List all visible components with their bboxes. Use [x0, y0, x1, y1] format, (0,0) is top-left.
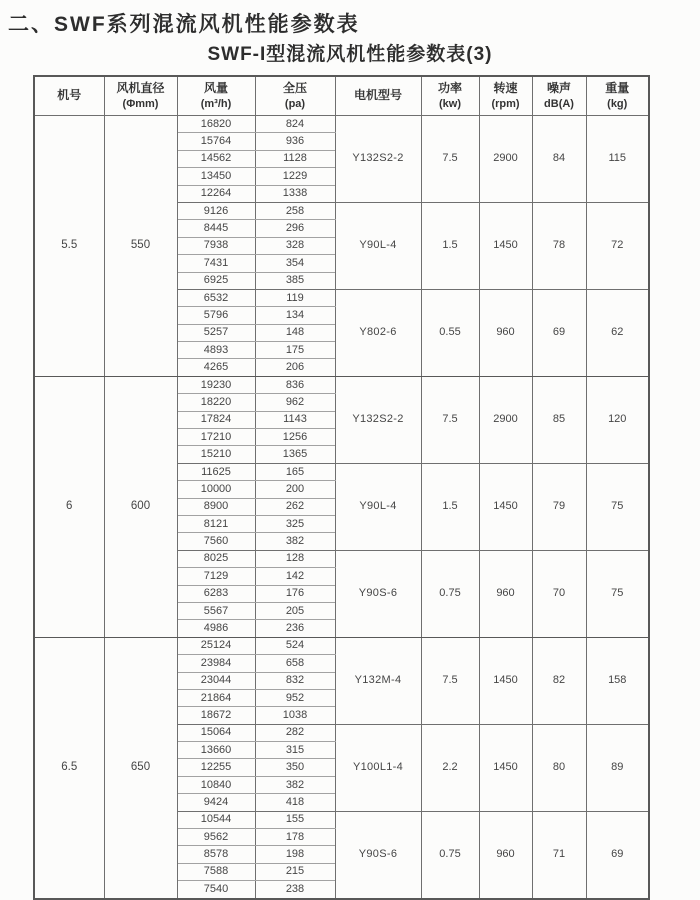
- speed-cell: 2900: [479, 116, 532, 203]
- speed-cell: 1450: [479, 724, 532, 811]
- flow-cell: 7588: [177, 863, 255, 880]
- col-header-diameter: 风机直径 (Φmm): [104, 76, 177, 116]
- speed-cell: 1450: [479, 202, 532, 289]
- noise-cell: 69: [532, 289, 586, 376]
- pressure-cell: 175: [255, 342, 335, 359]
- fan-spec-table: [33, 75, 650, 900]
- noise-cell: 78: [532, 202, 586, 289]
- weight-cell: 120: [586, 376, 649, 463]
- weight-cell: 89: [586, 724, 649, 811]
- pressure-cell: 134: [255, 307, 335, 324]
- pressure-cell: 524: [255, 637, 335, 654]
- col-header-motor-model: 电机型号: [335, 76, 421, 116]
- flow-cell: 17824: [177, 411, 255, 428]
- flow-cell: 5257: [177, 324, 255, 341]
- machine-no-cell: 5.5: [34, 116, 104, 377]
- pressure-cell: 1256: [255, 429, 335, 446]
- flow-cell: 9424: [177, 794, 255, 811]
- header-row: [34, 76, 649, 116]
- motor-model-cell: Y90L-4: [335, 202, 421, 289]
- flow-cell: 8900: [177, 498, 255, 515]
- table-row: [34, 637, 649, 654]
- pressure-cell: 836: [255, 376, 335, 393]
- speed-cell: 960: [479, 811, 532, 898]
- pressure-cell: 178: [255, 829, 335, 846]
- pressure-cell: 282: [255, 724, 335, 741]
- pressure-cell: 198: [255, 846, 335, 863]
- pressure-cell: 1038: [255, 707, 335, 724]
- power-cell: 7.5: [421, 637, 479, 724]
- power-cell: 1.5: [421, 202, 479, 289]
- diameter-cell: 600: [104, 376, 177, 637]
- weight-cell: 69: [586, 811, 649, 898]
- flow-cell: 25124: [177, 637, 255, 654]
- flow-cell: 8445: [177, 220, 255, 237]
- col-header-power: 功率 (kw): [421, 76, 479, 116]
- flow-cell: 7431: [177, 255, 255, 272]
- machine-no-cell: 6: [34, 376, 104, 637]
- flow-cell: 12264: [177, 185, 255, 202]
- pressure-cell: 1338: [255, 185, 335, 202]
- pressure-cell: 206: [255, 359, 335, 376]
- col-header-pressure: 全压 (pa): [255, 76, 335, 116]
- pressure-cell: 142: [255, 568, 335, 585]
- pressure-cell: 1128: [255, 150, 335, 167]
- col-header-weight: 重量 (kg): [586, 76, 649, 116]
- col-header-machine-no: 机号: [34, 76, 104, 116]
- page-title: 二、SWF系列混流风机性能参数表: [8, 13, 360, 36]
- table-body: [34, 116, 649, 899]
- pressure-cell: 148: [255, 324, 335, 341]
- flow-cell: 17210: [177, 429, 255, 446]
- pressure-cell: 418: [255, 794, 335, 811]
- table-header: [34, 76, 649, 116]
- flow-cell: 8025: [177, 550, 255, 567]
- flow-cell: 11625: [177, 463, 255, 480]
- flow-cell: 9562: [177, 829, 255, 846]
- col-header-airflow: 风量 (m³/h): [177, 76, 255, 116]
- flow-cell: 5567: [177, 602, 255, 619]
- flow-cell: 23044: [177, 672, 255, 689]
- speed-cell: 960: [479, 289, 532, 376]
- flow-cell: 13660: [177, 742, 255, 759]
- noise-cell: 70: [532, 550, 586, 637]
- pressure-cell: 200: [255, 481, 335, 498]
- flow-cell: 15064: [177, 724, 255, 741]
- flow-cell: 16820: [177, 116, 255, 133]
- pressure-cell: 1143: [255, 411, 335, 428]
- flow-cell: 15210: [177, 446, 255, 463]
- speed-cell: 1450: [479, 637, 532, 724]
- weight-cell: 75: [586, 550, 649, 637]
- motor-model-cell: Y90L-4: [335, 463, 421, 550]
- power-cell: 1.5: [421, 463, 479, 550]
- pressure-cell: 658: [255, 655, 335, 672]
- flow-cell: 6532: [177, 289, 255, 306]
- flow-cell: 10544: [177, 811, 255, 828]
- motor-model-cell: Y100L1-4: [335, 724, 421, 811]
- flow-cell: 4265: [177, 359, 255, 376]
- pressure-cell: 205: [255, 602, 335, 619]
- flow-cell: 10000: [177, 481, 255, 498]
- table-row: [34, 376, 649, 393]
- weight-cell: 62: [586, 289, 649, 376]
- power-cell: 0.75: [421, 811, 479, 898]
- pressure-cell: 382: [255, 776, 335, 793]
- flow-cell: 6283: [177, 585, 255, 602]
- noise-cell: 79: [532, 463, 586, 550]
- pressure-cell: 962: [255, 394, 335, 411]
- pressure-cell: 119: [255, 289, 335, 306]
- pressure-cell: 325: [255, 515, 335, 532]
- pressure-cell: 936: [255, 133, 335, 150]
- motor-model-cell: Y132S2-2: [335, 116, 421, 203]
- pressure-cell: 1365: [255, 446, 335, 463]
- flow-cell: 18672: [177, 707, 255, 724]
- pressure-cell: 382: [255, 533, 335, 550]
- flow-cell: 23984: [177, 655, 255, 672]
- pressure-cell: 215: [255, 863, 335, 880]
- motor-model-cell: Y802-6: [335, 289, 421, 376]
- machine-no-cell: 6.5: [34, 637, 104, 898]
- noise-cell: 71: [532, 811, 586, 898]
- flow-cell: 18220: [177, 394, 255, 411]
- speed-cell: 1450: [479, 463, 532, 550]
- page-subtitle: SWF-I型混流风机性能参数表(3): [207, 44, 493, 65]
- flow-cell: 9126: [177, 202, 255, 219]
- power-cell: 0.55: [421, 289, 479, 376]
- diameter-cell: 550: [104, 116, 177, 377]
- pressure-cell: 176: [255, 585, 335, 602]
- table-row: [34, 116, 649, 133]
- col-header-noise: 噪声 dB(A): [532, 76, 586, 116]
- pressure-cell: 385: [255, 272, 335, 289]
- weight-cell: 158: [586, 637, 649, 724]
- weight-cell: 72: [586, 202, 649, 289]
- pressure-cell: 238: [255, 881, 335, 899]
- flow-cell: 10840: [177, 776, 255, 793]
- pressure-cell: 328: [255, 237, 335, 254]
- noise-cell: 82: [532, 637, 586, 724]
- pressure-cell: 155: [255, 811, 335, 828]
- power-cell: 2.2: [421, 724, 479, 811]
- col-header-speed: 转速 (rpm): [479, 76, 532, 116]
- noise-cell: 85: [532, 376, 586, 463]
- pressure-cell: 315: [255, 742, 335, 759]
- pressure-cell: 354: [255, 255, 335, 272]
- pressure-cell: 952: [255, 689, 335, 706]
- motor-model-cell: Y132M-4: [335, 637, 421, 724]
- flow-cell: 7560: [177, 533, 255, 550]
- power-cell: 0.75: [421, 550, 479, 637]
- flow-cell: 8121: [177, 515, 255, 532]
- flow-cell: 13450: [177, 168, 255, 185]
- flow-cell: 6925: [177, 272, 255, 289]
- pressure-cell: 258: [255, 202, 335, 219]
- flow-cell: 7129: [177, 568, 255, 585]
- speed-cell: 960: [479, 550, 532, 637]
- power-cell: 7.5: [421, 376, 479, 463]
- flow-cell: 7938: [177, 237, 255, 254]
- flow-cell: 4986: [177, 620, 255, 637]
- flow-cell: 4893: [177, 342, 255, 359]
- flow-cell: 12255: [177, 759, 255, 776]
- pressure-cell: 236: [255, 620, 335, 637]
- flow-cell: 19230: [177, 376, 255, 393]
- pressure-cell: 1229: [255, 168, 335, 185]
- flow-cell: 7540: [177, 881, 255, 899]
- pressure-cell: 296: [255, 220, 335, 237]
- pressure-cell: 165: [255, 463, 335, 480]
- flow-cell: 21864: [177, 689, 255, 706]
- flow-cell: 15764: [177, 133, 255, 150]
- speed-cell: 2900: [479, 376, 532, 463]
- noise-cell: 80: [532, 724, 586, 811]
- pressure-cell: 262: [255, 498, 335, 515]
- pressure-cell: 350: [255, 759, 335, 776]
- noise-cell: 84: [532, 116, 586, 203]
- flow-cell: 14562: [177, 150, 255, 167]
- flow-cell: 5796: [177, 307, 255, 324]
- motor-model-cell: Y90S-6: [335, 811, 421, 898]
- motor-model-cell: Y90S-6: [335, 550, 421, 637]
- pressure-cell: 824: [255, 116, 335, 133]
- diameter-cell: 650: [104, 637, 177, 898]
- motor-model-cell: Y132S2-2: [335, 376, 421, 463]
- weight-cell: 115: [586, 116, 649, 203]
- power-cell: 7.5: [421, 116, 479, 203]
- pressure-cell: 832: [255, 672, 335, 689]
- weight-cell: 75: [586, 463, 649, 550]
- pressure-cell: 128: [255, 550, 335, 567]
- flow-cell: 8578: [177, 846, 255, 863]
